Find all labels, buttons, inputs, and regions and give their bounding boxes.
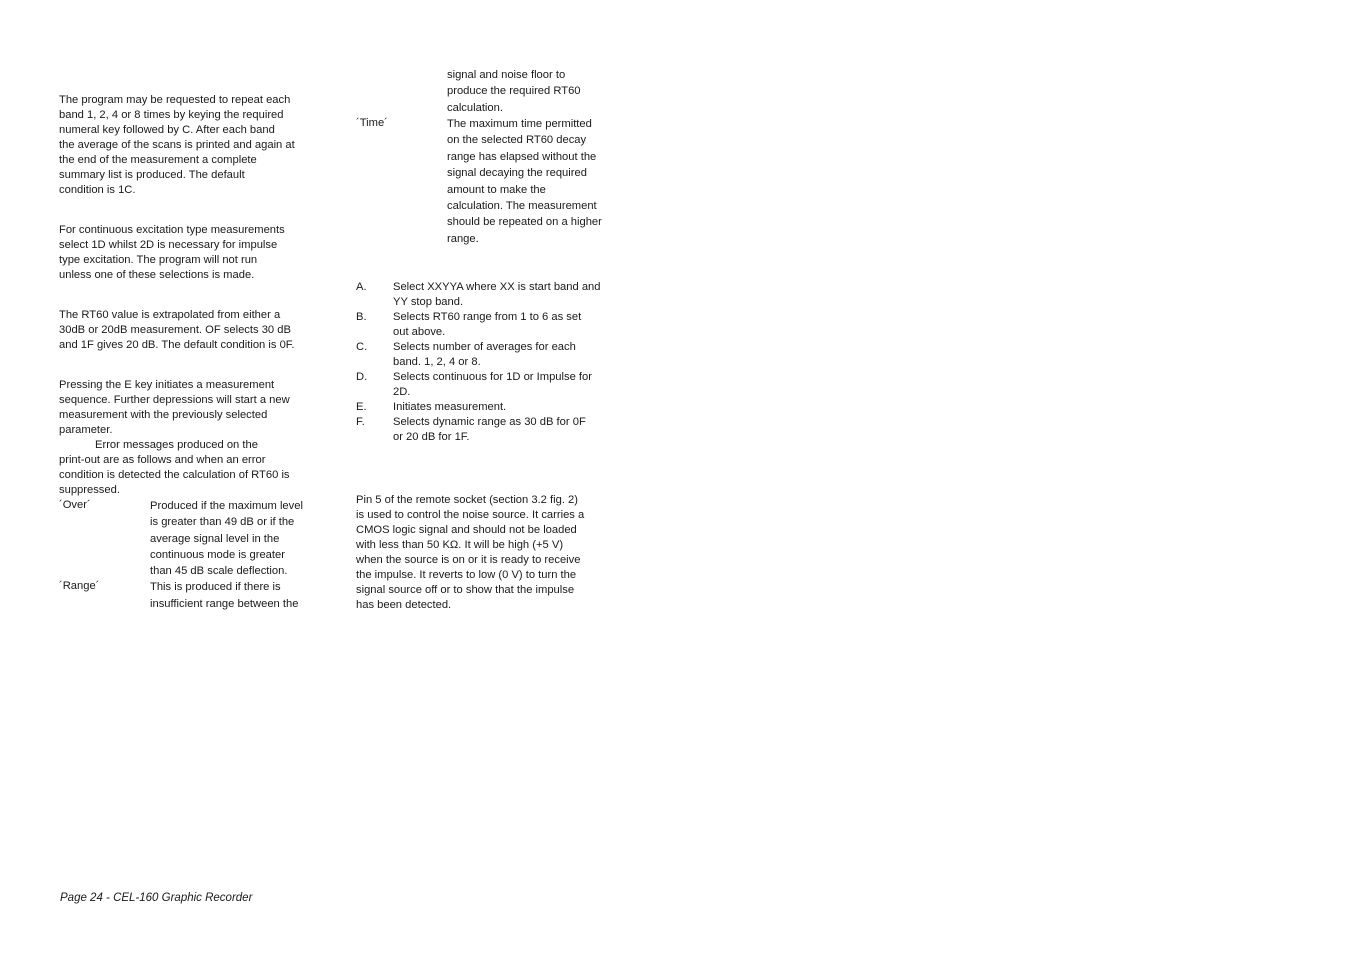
key-letter: C. <box>356 341 368 354</box>
error-desc-over: Produced if the maximum level is greater than 49 dB or if the average signal level in the continuous mode is greater than 45 dB scale deflection. <box>150 500 303 578</box>
key-item-b <box>356 310 632 340</box>
paragraph-e-key: Pressing the E key initiates a measurement sequence. Further depressions will start a new measurement with the previously selected parameter. <box>59 379 290 436</box>
key-text: Selects number of averages for each band. 1, 2, 4 or 8. <box>393 341 576 369</box>
key-list <box>356 280 632 445</box>
key-item-d <box>356 370 632 400</box>
error-desc-time: The maximum time permitted on the selected RT60 decay range has elapsed without the signal decaying the required amount to make the calculation. The measurement should be repeated on a higher range. <box>447 117 602 245</box>
key-text: Selects continuous for 1D or Impulse for 2D. <box>393 371 592 399</box>
error-term-over: ´Over´ <box>59 499 91 511</box>
key-letter: E. <box>356 401 367 414</box>
paragraph-error-messages <box>59 438 331 498</box>
key-letter: D. <box>356 371 368 384</box>
error-messages-text: Error messages produced on the print-out are as follows and when an error condition is detected the calculation of RT60 is suppressed. <box>59 439 290 496</box>
key-letter: F. <box>356 416 365 429</box>
error-time <box>356 116 632 247</box>
key-text: Initiates measurement. <box>393 401 507 414</box>
key-text: Selects RT60 range from 1 to 6 as set out above. <box>393 311 582 339</box>
paragraph-repeat-bands: The program may be requested to repeat each band 1, 2, 4 or 8 times by keying the required numeral key followed by C. After each band the average of the scans is printed and again at the end of the measurement a complete summary list is produced. The default condition is 1C. <box>59 94 295 196</box>
error-desc-range-continued: signal and noise floor to produce the required RT60 calculation. <box>447 69 581 114</box>
left-column <box>59 93 331 612</box>
middle-column <box>356 67 632 613</box>
key-text: Selects dynamic range as 30 dB for 0F or 20 dB for 1F. <box>393 416 586 444</box>
key-item-a <box>356 280 632 310</box>
error-term-range: ´Range´ <box>59 580 100 593</box>
error-range <box>59 579 331 612</box>
key-letter: B. <box>356 311 367 324</box>
error-over <box>59 498 331 579</box>
key-item-c <box>356 340 632 370</box>
key-letter: A. <box>356 281 367 294</box>
key-item-f <box>356 415 632 445</box>
paragraph-rt60: The RT60 value is extrapolated from either a 30dB or 20dB measurement. OF selects 30 dB and 1F gives 20 dB. The default condition is 0F. <box>59 309 295 351</box>
paragraph-pin5: Pin 5 of the remote socket (section 3.2 fig. 2) is used to control the noise source. It carries a CMOS logic signal and should not be loaded with less than 50 KΩ. It will be high (+5 V) when the source is on or it is ready to receive the impulse. It reverts to low (0 V) to turn the signal source off or to show that the impulse has been detected. <box>356 494 585 612</box>
key-item-e <box>356 400 632 415</box>
error-desc-range: This is produced if there is insufficient range between the <box>150 581 299 610</box>
page-footer: Page 24 - CEL-160 Graphic Recorder <box>60 892 253 904</box>
error-term-time: ´Time´ <box>356 116 388 129</box>
paragraph-excitation: For continuous excitation type measurements select 1D whilst 2D is necessary for impulse type excitation. The program will not run unless one of these selections is made. <box>59 224 285 281</box>
key-text: Select XXYYA where XX is start band and YY stop band. <box>393 281 601 309</box>
